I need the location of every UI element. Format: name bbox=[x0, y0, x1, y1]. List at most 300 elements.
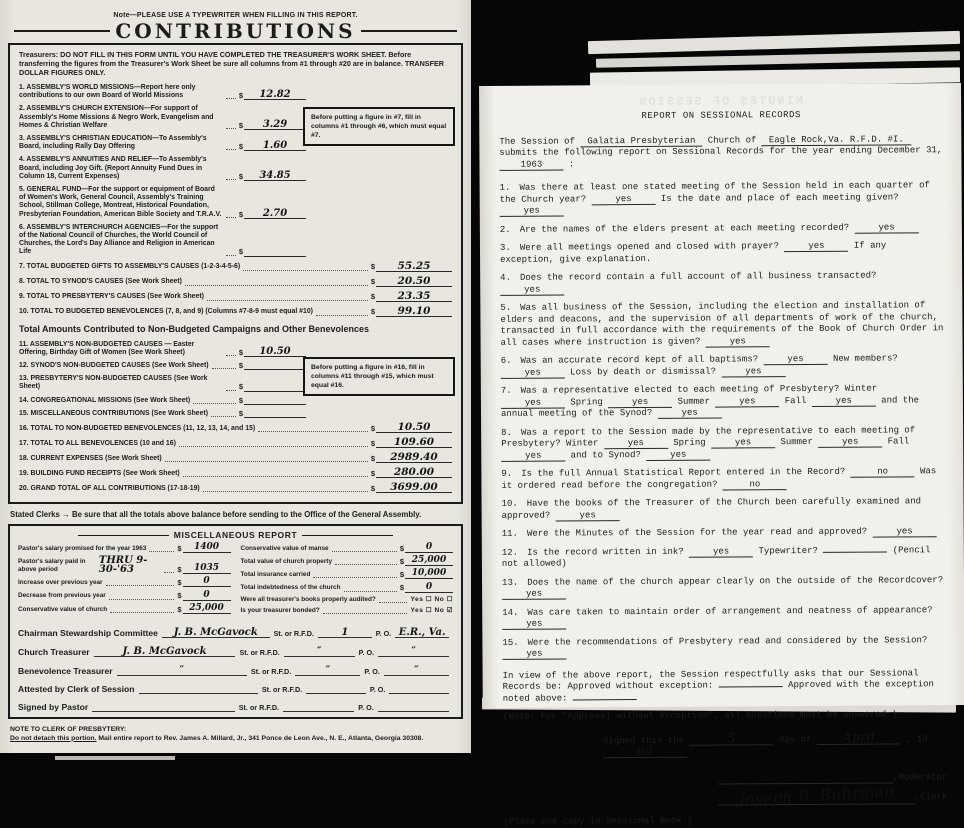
handwritten-note: THRU 9-30-'63 bbox=[98, 555, 148, 576]
form-title: CONTRIBUTIONS bbox=[115, 19, 356, 43]
dotted-leader bbox=[212, 362, 236, 369]
amount-value: 23.35 bbox=[376, 292, 452, 302]
dotted-leader bbox=[335, 558, 397, 565]
handwritten-rfd: ″ bbox=[325, 664, 331, 676]
signature-row-label: Church Treasurer bbox=[18, 646, 90, 657]
item-number: 5. bbox=[19, 186, 25, 194]
question bbox=[500, 240, 944, 266]
dotted-leader bbox=[211, 410, 236, 417]
dotted-leader bbox=[183, 470, 368, 477]
dotted-leader bbox=[332, 545, 397, 552]
amount-value: 12.82 bbox=[244, 90, 306, 100]
name-line bbox=[139, 693, 258, 694]
amount-value: 10,000 bbox=[405, 569, 453, 579]
title-rule-right bbox=[361, 30, 457, 32]
amount-value: 55.25 bbox=[376, 262, 452, 272]
item-label: TOTAL TO BUDGETED BENEVOLENCES (7, 8, and 9) (Columns #7-8-9 must equal #10) bbox=[30, 308, 313, 316]
dotted-leader bbox=[226, 173, 236, 180]
question-number: 2. bbox=[499, 224, 511, 235]
item-number: 8. bbox=[19, 278, 25, 286]
dotted-leader bbox=[185, 279, 368, 286]
dotted-leader bbox=[226, 143, 236, 150]
item-label: TOTAL TO ALL BENEVOLENCES (10 and 16) bbox=[30, 439, 176, 447]
dollar-sign: $ bbox=[370, 483, 375, 493]
misc-label: Conservative value of manse bbox=[240, 544, 329, 552]
dollar-sign: $ bbox=[177, 578, 182, 588]
title-rule-left bbox=[14, 30, 110, 32]
form-title-row bbox=[14, 20, 457, 42]
closing-note: (Note: For "Approval without exception", all questions must be answered.) bbox=[502, 709, 898, 722]
misc-label: Decrease from previous year bbox=[18, 592, 106, 600]
paper-stack-edge bbox=[588, 31, 960, 54]
handwritten-rfd: ″ bbox=[316, 645, 322, 657]
amount-value: 20.50 bbox=[376, 277, 452, 287]
street-line bbox=[318, 627, 372, 638]
dollar-sign: $ bbox=[238, 91, 243, 101]
handwritten-name: J. B. McGavock bbox=[173, 626, 258, 638]
amount-value: 25,000 bbox=[405, 556, 453, 566]
dollar-sign: $ bbox=[399, 543, 404, 553]
dotted-leader bbox=[203, 485, 368, 492]
form-line-item bbox=[19, 410, 452, 418]
signature-row-label: Benevolence Treasurer bbox=[18, 665, 113, 676]
moderator-signature-line bbox=[718, 782, 893, 784]
item-label: BUILDING FUND RECEIPTS (See Work Sheet) bbox=[30, 469, 180, 477]
misc-label: Pastor's salary paid in above period bbox=[18, 557, 86, 574]
dollar-sign: $ bbox=[370, 423, 375, 433]
questions-list bbox=[500, 180, 947, 660]
signature-row bbox=[18, 646, 453, 657]
amount-value: 1.60 bbox=[244, 141, 306, 151]
name-line bbox=[117, 665, 247, 676]
question-number: 9. bbox=[501, 468, 513, 479]
misc-label: Total insurance carried bbox=[240, 571, 311, 579]
handwritten-po: ″ bbox=[411, 645, 416, 657]
amount-value: 0 bbox=[405, 543, 453, 553]
dollar-sign: $ bbox=[238, 171, 243, 181]
dotted-leader bbox=[226, 122, 236, 129]
question-number: 7. bbox=[500, 385, 512, 396]
amount-value: 2989.40 bbox=[376, 453, 452, 463]
question-number: 4. bbox=[500, 272, 512, 283]
misc-rule-right bbox=[302, 535, 393, 536]
signature-rows bbox=[18, 627, 453, 712]
closing-statement: In view of the above report, the Session respectfully asks that our Sessional Records be: Approved without exception: Approved with the exception noted above: bbox=[502, 667, 934, 704]
item-number: 6. bbox=[19, 223, 25, 231]
paper-speck bbox=[55, 756, 175, 760]
item-number: 14. bbox=[19, 396, 29, 404]
dollar-sign: $ bbox=[370, 438, 375, 448]
po-label: P. O. bbox=[364, 666, 380, 676]
item-number: 3. bbox=[19, 135, 25, 143]
dollar-sign: $ bbox=[177, 565, 182, 575]
street-label: St. or R.F.D. bbox=[273, 628, 314, 638]
form-line-item bbox=[19, 453, 452, 463]
amount-value bbox=[244, 417, 306, 418]
form-line-item bbox=[19, 304, 452, 317]
item-label: GENERAL FUND—For the support or equipment of Board of Women's Work, General Council, Assembly's Training School, Stillman College, Montreat, Historical Foundation, Presbyterian Foundation, American Bible Society and T.R.A.V. bbox=[19, 186, 222, 218]
dollar-sign: $ bbox=[238, 247, 243, 257]
misc-line-item bbox=[18, 556, 231, 574]
amount-value: 99.10 bbox=[376, 307, 452, 317]
item-label: TOTAL TO SYNOD'S CAUSES (See Work Sheet) bbox=[26, 278, 182, 286]
question-body: Was care taken to maintain order of arrangement and neatness of appearance? yes bbox=[502, 605, 932, 629]
question-number: 3. bbox=[499, 242, 511, 253]
signature-row bbox=[18, 702, 453, 712]
misc-label: Were all treasurer's books properly audited? bbox=[240, 595, 376, 603]
question-body: Was a representative elected to each meeting of Presbytery? Winter yes Spring yes Summer yes Fall yes and the annual meeting of the Synod? yes bbox=[500, 383, 920, 419]
handwritten-po: ″ bbox=[414, 664, 419, 676]
question-number: 13. bbox=[502, 577, 519, 588]
misc-label: Pastor's salary promised for the year 1963 bbox=[18, 544, 147, 552]
misc-line-item bbox=[18, 577, 231, 587]
item-number: 18. bbox=[19, 454, 29, 462]
question bbox=[501, 466, 945, 492]
question-body: Have the books of the Treasurer of the Church been carefully examined and approved? yes bbox=[501, 496, 922, 521]
amount-value: 1035 bbox=[183, 564, 231, 574]
dollar-sign: $ bbox=[370, 453, 375, 463]
amount-value: 0 bbox=[405, 583, 453, 593]
dotted-leader bbox=[316, 309, 368, 316]
question bbox=[501, 425, 945, 462]
item-number: 9. bbox=[19, 293, 25, 301]
dollar-sign: $ bbox=[177, 591, 182, 601]
question-body: Is the full Annual Statistical Report entered in the Record? no Was it ordered read before the congregation? no bbox=[501, 466, 937, 491]
dotted-leader bbox=[226, 249, 236, 256]
yes-no-checkboxes: Yes ☐ No ☐ bbox=[410, 595, 453, 603]
dollar-sign: $ bbox=[177, 604, 182, 614]
misc-line-item bbox=[241, 556, 454, 566]
clerk-label: ,Clerk bbox=[914, 792, 948, 803]
misc-grid bbox=[18, 543, 453, 619]
item-label: PRESBYTERY'S NON-BUDGETED CAUSES (See Work Sheet) bbox=[19, 375, 208, 391]
po-label: P. O. bbox=[369, 684, 386, 694]
question bbox=[500, 222, 944, 236]
dollar-sign: $ bbox=[238, 395, 243, 405]
question bbox=[501, 353, 945, 379]
dotted-leader bbox=[110, 606, 174, 613]
misc-line-item bbox=[241, 607, 454, 615]
name-line bbox=[162, 627, 270, 638]
handwritten-name: ″ bbox=[179, 664, 184, 676]
dollar-sign: $ bbox=[238, 382, 243, 392]
handwritten-po: E.R., Va. bbox=[398, 626, 446, 638]
non-budgeted-section-header: Total Amounts Contributed to Non-Budgeted Campaigns and Other Benevolences bbox=[19, 323, 370, 334]
form-line-item bbox=[19, 274, 452, 287]
item-number: 13. bbox=[19, 375, 29, 383]
po-line bbox=[378, 646, 449, 657]
item-label: ASSEMBLY'S WORLD MISSIONS—Report here only contributions to our own Board of World Missions bbox=[19, 84, 196, 100]
street-label: St. or R.F.D. bbox=[250, 666, 292, 676]
amount-value bbox=[244, 369, 306, 370]
form-line-item bbox=[19, 341, 452, 357]
form-line-item bbox=[19, 289, 452, 302]
question-body: Was there at least one stated meeting of the Session held in each quarter of the Church year? yes Is the date and place of each meeting given? yes bbox=[499, 180, 930, 216]
form-line-item bbox=[19, 84, 452, 100]
name-line bbox=[92, 711, 235, 712]
copy-instruction: (Place one copy in Sessional Book.) bbox=[503, 815, 693, 827]
dotted-leader bbox=[207, 294, 368, 301]
signature-row-label: Chairman Stewardship Committee bbox=[18, 627, 158, 638]
amount-value: 3.29 bbox=[244, 120, 306, 130]
signature-row-label: Attested by Clerk of Session bbox=[18, 683, 135, 694]
question-number: 14. bbox=[502, 607, 519, 618]
clerk-of-presbytery-note bbox=[10, 725, 461, 743]
misc-label: Total indebtedness of the church bbox=[240, 584, 341, 592]
signature-row bbox=[18, 665, 453, 676]
amount-value: 10.50 bbox=[376, 423, 452, 433]
amount-value: 3699.00 bbox=[376, 483, 452, 493]
dotted-leader bbox=[243, 264, 368, 271]
misc-rule-left bbox=[78, 535, 169, 536]
question-number: 6. bbox=[500, 355, 512, 366]
form-line-item bbox=[19, 224, 452, 257]
misc-line-item bbox=[18, 591, 231, 601]
contributions-box bbox=[8, 43, 463, 504]
dotted-leader bbox=[109, 593, 175, 600]
yes-no-checkboxes: Yes ☐ No ☑ bbox=[410, 607, 453, 615]
item-label: ASSEMBLY'S CHURCH EXTENSION—For support of Assembly's Home Missions & Negro Work, Evangelism and Homes & Christian Welfare bbox=[19, 105, 214, 129]
po-label: P. O. bbox=[375, 628, 392, 638]
item-label: GRAND TOTAL OF ALL CONTRIBUTIONS (17-18-19) bbox=[30, 484, 200, 492]
form-line-item bbox=[19, 397, 452, 405]
amount-value: 2.70 bbox=[244, 209, 306, 219]
form-line-item bbox=[19, 438, 452, 448]
amount-value: 109.60 bbox=[376, 438, 452, 448]
item-label: TOTAL TO PRESBYTERY'S CAUSES (See Work Sheet) bbox=[26, 293, 204, 301]
item-label: CURRENT EXPENSES (See Work Sheet) bbox=[30, 454, 162, 462]
question-body: Were the recommendations of Presbytery read and considered by the Session? yes bbox=[502, 635, 927, 659]
amount-value: 0 bbox=[183, 577, 231, 587]
question-body: Was all business of the Session, including the election and installation of elders and deacons, and the supervision of all departments of work of the church, transacted in full accordance with the requirements of the Book of Church Order in all cases where instruction is given? yes bbox=[500, 300, 944, 348]
signature-row bbox=[18, 684, 453, 694]
po-label: P. O. bbox=[358, 647, 375, 657]
dollar-sign: $ bbox=[177, 543, 182, 553]
question-number: 5. bbox=[500, 302, 512, 313]
item-number: 15. bbox=[19, 409, 29, 417]
report-intro: The Session of Galatia Presbyterian Church of Eagle Rock,Va. R.F.D. #I. submits the following report on Sessional Records for the year ending December 31, 1963 : bbox=[499, 133, 943, 170]
misc-title: MISCELLANEOUS REPORT bbox=[173, 530, 298, 541]
dollar-sign: $ bbox=[238, 120, 243, 130]
item-label: ASSEMBLY'S NON-BUDGETED CAUSES — Easter Offering, Birthday Gift of Women (See Work Sheet) bbox=[19, 340, 195, 356]
stated-clerks-note: Stated Clerks → Be sure that all the totals above balance before sending to the Office of the General Assembly. bbox=[10, 510, 422, 520]
item-number: 17. bbox=[19, 439, 29, 447]
dotted-leader bbox=[226, 349, 236, 356]
miscellaneous-report-box bbox=[8, 524, 463, 719]
item-number: 2. bbox=[19, 105, 25, 113]
dollar-sign: $ bbox=[238, 408, 243, 418]
dotted-leader bbox=[226, 211, 236, 218]
po-line bbox=[384, 665, 449, 676]
dollar-sign: $ bbox=[370, 262, 375, 272]
po-line bbox=[395, 627, 449, 638]
misc-line-item bbox=[18, 604, 231, 614]
dollar-sign: $ bbox=[399, 570, 404, 580]
street-label: St. or R.F.D. bbox=[239, 647, 280, 657]
street-line bbox=[284, 646, 355, 657]
signature-row-label: Signed by Pastor bbox=[18, 701, 89, 712]
amount-value bbox=[244, 391, 306, 392]
question-body: Were the Minutes of the Session for the year read and approved? yes bbox=[527, 526, 937, 539]
amount-value: 280.00 bbox=[376, 468, 452, 478]
item-label: CONGREGATIONAL MISSIONS (See Work Sheet) bbox=[30, 396, 191, 404]
misc-left-column bbox=[18, 543, 231, 619]
contributions-form-page bbox=[0, 0, 471, 753]
question bbox=[502, 605, 946, 631]
signed-date-line: Signed this the 5 day of April , 19 64 bbox=[602, 730, 928, 760]
misc-label: Conservative value of church bbox=[18, 605, 108, 613]
moderator-label: ,Moderator bbox=[893, 771, 948, 782]
handwritten-name: J. B. McGavock bbox=[122, 645, 207, 657]
dollar-sign: $ bbox=[370, 292, 375, 302]
misc-line-item bbox=[241, 569, 454, 579]
question bbox=[502, 545, 946, 571]
item-label: ASSEMBLY'S CHRISTIAN EDUCATION—To Assembly's Board, including Rally Day Offering bbox=[19, 135, 207, 151]
dollar-sign: $ bbox=[370, 468, 375, 478]
sessional-records-page bbox=[479, 83, 964, 827]
side-note-16: Before putting a figure in #16, fill in columns #11 through #15, which must equal #16. bbox=[303, 357, 455, 396]
po-line bbox=[378, 711, 449, 712]
item-number: 12. bbox=[19, 362, 29, 370]
signature-row bbox=[18, 627, 453, 638]
question bbox=[500, 180, 944, 217]
dollar-sign: $ bbox=[238, 347, 243, 357]
question-number: 12. bbox=[501, 547, 519, 558]
item-label: ASSEMBLY'S ANNUITIES AND RELIEF—To Assembly's Board, including Joy Gift. (Report Annuity Fund Dues in Column 18, Current Expenses) bbox=[19, 156, 207, 180]
misc-label: Total value of church property bbox=[240, 558, 332, 566]
misc-label: Increase over previous year bbox=[18, 579, 103, 587]
dotted-leader bbox=[313, 571, 396, 578]
moderator-line bbox=[718, 772, 947, 785]
question-number: 10. bbox=[501, 498, 518, 509]
item-label: TOTAL BUDGETED GIFTS TO ASSEMBLY'S CAUSES (1-2-3-4-5-6) bbox=[26, 263, 241, 271]
clerk-line bbox=[718, 781, 948, 810]
item-label: SYNOD'S NON-BUDGETED CAUSES (See Work Sheet) bbox=[30, 362, 209, 370]
po-line bbox=[389, 693, 449, 694]
amount-value: 1400 bbox=[183, 543, 231, 553]
clerk-signature: Joseph B. Buhrman bbox=[738, 781, 896, 810]
item-number: 19. bbox=[19, 469, 29, 477]
street-label: St. or R.F.D. bbox=[261, 684, 303, 694]
question bbox=[500, 270, 944, 296]
misc-line-item bbox=[241, 543, 454, 553]
question-body: Does the name of the church appear clearly on the outside of the Recordcover? yes bbox=[502, 575, 943, 599]
item-number: 10. bbox=[19, 308, 29, 316]
po-label: P. O. bbox=[358, 702, 374, 712]
item-number: 7. bbox=[19, 263, 25, 271]
question bbox=[502, 496, 946, 522]
items-16-20 bbox=[19, 423, 452, 493]
misc-label: Is your treasurer bonded? bbox=[240, 607, 320, 615]
dollar-sign: $ bbox=[238, 209, 243, 219]
dollar-sign: $ bbox=[238, 361, 243, 371]
dollar-sign: $ bbox=[399, 557, 404, 567]
item-number: 20. bbox=[19, 484, 29, 492]
question bbox=[501, 383, 945, 420]
amount-value: 0 bbox=[183, 591, 231, 601]
item-number: 4. bbox=[19, 156, 25, 164]
amount-value: 25,000 bbox=[183, 604, 231, 614]
dotted-leader bbox=[323, 607, 407, 614]
misc-title-row bbox=[78, 530, 393, 540]
misc-right-column bbox=[241, 543, 454, 619]
form-line-item bbox=[19, 259, 452, 272]
name-line bbox=[94, 646, 236, 657]
question bbox=[502, 526, 946, 540]
amount-value bbox=[244, 256, 306, 257]
dollar-sign: $ bbox=[238, 142, 243, 152]
dotted-leader bbox=[258, 425, 368, 432]
street-line bbox=[295, 665, 360, 676]
paper-stack-edge bbox=[596, 51, 960, 68]
question-number: 15. bbox=[502, 637, 519, 648]
dotted-leader bbox=[106, 579, 175, 586]
item-label: TOTAL TO NON-BUDGETED BENEVOLENCES (11, 12, 13, 14, and 15) bbox=[30, 424, 256, 432]
question-number: 11. bbox=[501, 528, 518, 539]
street-label: St. or R.F.D. bbox=[238, 702, 280, 712]
clerk-note-body bbox=[10, 734, 461, 743]
dotted-leader bbox=[379, 596, 407, 603]
item-number: 1. bbox=[19, 84, 25, 91]
dotted-leader bbox=[226, 92, 236, 99]
dotted-leader bbox=[193, 397, 236, 404]
street-line bbox=[306, 693, 366, 694]
dotted-leader bbox=[165, 455, 368, 462]
form-line-item bbox=[19, 468, 452, 478]
form-line-item bbox=[19, 156, 452, 181]
item-label: MISCELLANEOUS CONTRIBUTIONS (See Work Sheet) bbox=[30, 409, 209, 417]
dotted-leader bbox=[164, 566, 174, 573]
clerk-note-title: NOTE TO CLERK OF PRESBYTERY: bbox=[10, 725, 127, 733]
item-number: 11. bbox=[19, 340, 29, 348]
item-label: ASSEMBLY'S INTERCHURCH AGENCIES—For the support of the National Council of Churches, the World Council of Churches, the Lord's Day Alliance and Religion in American Life bbox=[19, 223, 219, 256]
do-not-detach-text: Do not detach this portion. bbox=[10, 734, 97, 742]
question-body: Are the names of the elders present at each meeting recorded? yes bbox=[520, 222, 919, 234]
question bbox=[502, 635, 946, 661]
dotted-leader bbox=[226, 384, 236, 391]
misc-line-item bbox=[18, 543, 231, 553]
dollar-sign: $ bbox=[399, 583, 404, 593]
items-7-10 bbox=[19, 259, 452, 317]
amount-value: 10.50 bbox=[244, 347, 306, 357]
question-body: Was an accurate record kept of all baptisms? yes New members? yes Loss by death or dismissal? yes bbox=[501, 353, 898, 377]
amount-value bbox=[244, 404, 306, 405]
dollar-sign: $ bbox=[370, 277, 375, 287]
dotted-leader bbox=[179, 440, 368, 447]
question-body: Is the record written in ink? yes Typewriter? (Pencil not allowed) bbox=[501, 544, 931, 569]
form-line-item bbox=[19, 186, 452, 219]
question-body: Was a report to the Session made by the representative to each meeting of Presbytery? Winter yes Spring yes Summer yes Fall yes and to Synod? yes bbox=[501, 424, 916, 461]
handwritten-rfd: 1 bbox=[341, 626, 349, 638]
question-number: 8. bbox=[501, 427, 512, 438]
misc-line-item bbox=[241, 596, 454, 604]
dollar-sign: $ bbox=[370, 307, 375, 317]
question-number: 1. bbox=[499, 182, 511, 193]
street-line bbox=[283, 711, 354, 712]
misc-line-item bbox=[241, 583, 454, 593]
dotted-leader bbox=[344, 585, 397, 592]
item-number: 16. bbox=[19, 424, 29, 432]
side-note-7: Before putting a figure in #7, fill in columns #1 through #6, which must equal #7. bbox=[303, 107, 455, 146]
question-body: Were all meetings opened and closed with prayer? yes If any exception, give explanation. bbox=[500, 240, 887, 265]
bleed-through-ghost-text: MINUTES OF SESSION bbox=[637, 94, 803, 110]
mail-instructions: Mail entire report to Rev. James A. Millard, Jr., 341 Ponce de Leon Ave., N. E., Atlanta, Georgia 30308. bbox=[96, 734, 424, 742]
question bbox=[500, 300, 944, 349]
clerk-signature-line bbox=[718, 781, 915, 810]
amount-value: 34.85 bbox=[244, 171, 306, 181]
form-line-item bbox=[19, 423, 452, 433]
treasurer-instructions: Treasurers: DO NOT FILL IN THIS FORM UNTIL YOU HAVE COMPLETED THE TREASURER'S WORK SHEET. Before transferring the figures from the Treasurer's Work Sheet be sure all columns from #1 through #20 are in balance. TRANSFER DOLLAR FIGURES ONLY. bbox=[19, 50, 444, 77]
